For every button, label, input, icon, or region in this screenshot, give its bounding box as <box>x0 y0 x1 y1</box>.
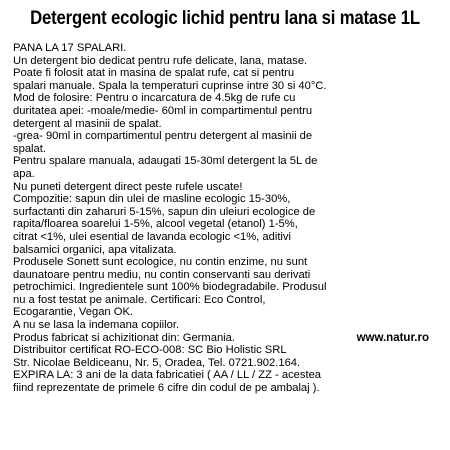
product-description <box>13 42 443 395</box>
origin-row <box>13 332 443 345</box>
composition-line: citrat <1%, ulei esential de lavanda ecologic <1%, aditivi <box>13 230 291 243</box>
certification-line: daunatoare pentru mediu, nu contin conservanti sau derivati <box>13 268 311 281</box>
certification-line: petrochimici. Ingredientele sunt 100% biodegradabile. Produsul <box>13 281 327 294</box>
website-link[interactable]: www.natur.ro <box>356 331 429 344</box>
address-line: Str. Nicolae Beldiceanu, Nr. 5, Oradea, Tel. 0721.902.164. <box>13 356 301 369</box>
usage-line: detergent al masinii de spalat. <box>13 117 162 130</box>
usage-line: -grea- 90ml in compartimentul pentru detergent al masinii de <box>13 130 313 143</box>
made-in-text: Produs fabricat si achizitionat din: Germania. <box>13 331 235 344</box>
usage-line: spalat. <box>13 142 46 155</box>
safety-line: A nu se lasa la indemana copiilor. <box>13 319 180 332</box>
usage-line: Mod de folosire: Pentru o incarcatura de 4.5kg de rufe cu <box>13 92 296 105</box>
composition-line: rapita/floarea soarelui 1-5%, alcool vegetal (etanol) 1-5%, <box>13 218 298 231</box>
description-line: Poate fi folosit atat in masina de spalat rufe, cat si pentru <box>13 67 295 80</box>
description-line: PANA LA 17 SPALARI. <box>13 42 127 54</box>
composition-line: Compozitie: sapun din ulei de masline ecologic 15-30%, <box>13 193 291 206</box>
usage-line: duritatea apei: -moale/medie- 60ml in compartimentul pentru <box>13 104 313 117</box>
usage-line: Pentru spalare manuala, adaugati 15-30ml detergent la 5L de <box>13 155 318 168</box>
expiry-line: fiind reprezentate de primele 6 cifre din codul de pe ambalaj ). <box>13 382 320 395</box>
product-title: Detergent ecologic lichid pentru lana si matase 1L <box>30 8 420 29</box>
warning-line: Nu puneti detergent direct peste rufele uscate! <box>13 180 243 193</box>
description-line: spalari manuale. Spala la temperaturi cuprinse intre 30 si 40°C. <box>13 79 327 92</box>
composition-line: balsamici organici, apa vitalizata. <box>13 243 177 256</box>
distributor-line: Distribuitor certificat RO-ECO-008: SC Bio Holistic SRL <box>13 344 287 357</box>
expiry-line: EXPIRA LA: 3 ani de la data fabricatiei ( AA / LL / ZZ - acestea <box>13 369 322 382</box>
certification-line: Produsele Sonett sunt ecologice, nu contin enzime, nu sunt <box>13 256 308 269</box>
certification-line: Ecogarantie, Vegan OK. <box>13 306 134 319</box>
usage-line: apa. <box>13 167 35 180</box>
certification-line: nu a fost testat pe animale. Certificari: Eco Control, <box>13 293 266 306</box>
description-line: Un detergent bio dedicat pentru rufe delicate, lana, matase. <box>13 54 308 67</box>
composition-line: surfactanti din zaharuri 5-15%, sapun din uleiuri ecologice de <box>13 205 316 218</box>
